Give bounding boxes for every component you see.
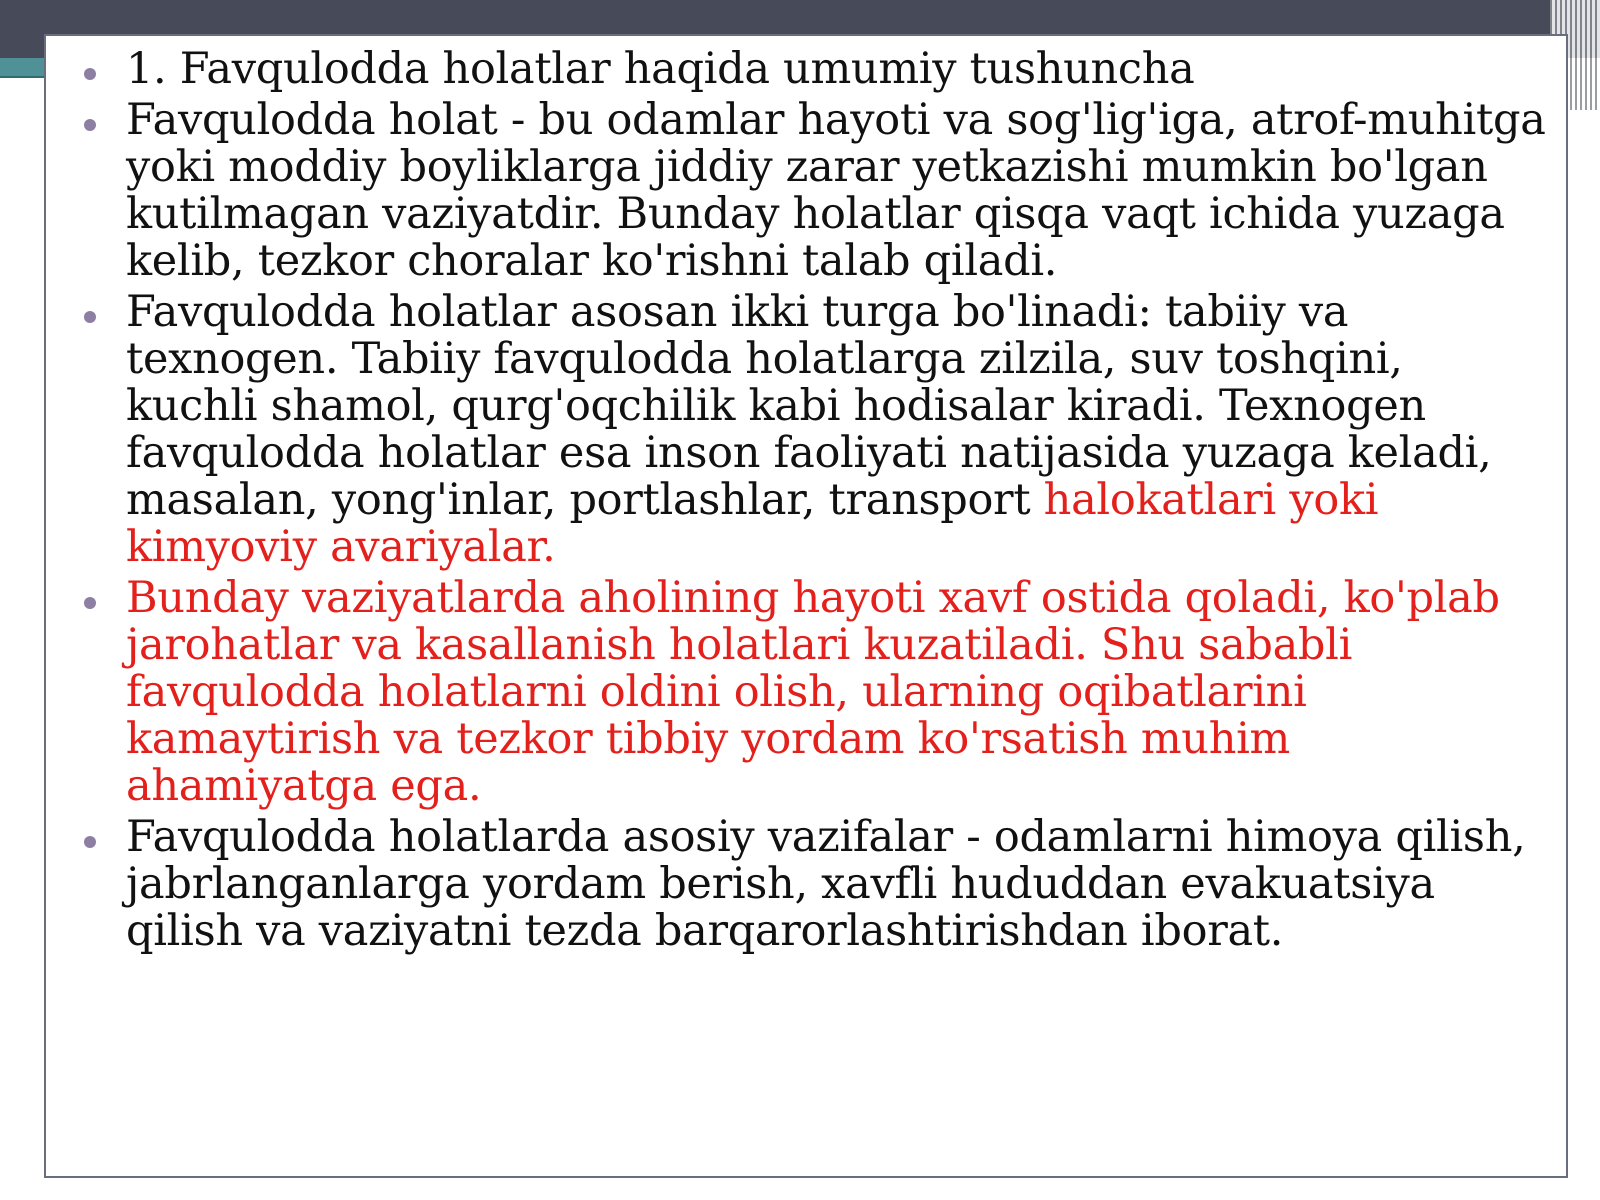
bullet-dot-icon [84,311,96,323]
bullet-item [78,575,1546,810]
bullet-dot-icon [84,68,96,80]
slide-content-box [44,34,1568,1178]
bullet-red-text: halokatlari yoki kimyoviy avariyalar. [126,475,1379,572]
bullet-item [78,46,1546,93]
bullet-text: 1. Favqulodda holatlar haqida umumiy tushuncha [126,44,1195,94]
bullet-item [78,289,1546,571]
bullet-dot-icon [84,597,96,609]
bullet-dot-icon [84,836,96,848]
bullet-text: Favqulodda holatlarda asosiy vazifalar - odamlarni himoya qilish, jabrlanganlarga yordam berish, xavfli hududdan evakuatsiya qilish va vaziyatni tezda barqarorlashtirishdan iborat. [126,812,1526,956]
bullet-item [78,97,1546,285]
bullet-item [78,814,1546,955]
bullet-dot-icon [84,119,96,131]
bullet-text: Favqulodda holat - bu odamlar hayoti va sog'lig'iga, atrof-muhitga yoki moddiy boyliklarga jiddiy zarar yetkazishi mumkin bo'lgan kutilmagan vaziyatdir. Bunday holatlar qisqa vaqt ichida yuzaga kelib, tezkor choralar ko'rishni talab qiladi. [126,95,1546,286]
bullet-red-text: Bunday vaziyatlarda aholining hayoti xavf ostida qoladi, ko'plab jarohatlar va kasallanish holatlari kuzatiladi. Shu sababli favqulodda holatlarni oldini olish, ularning oqibatlarini kamaytirish va tezkor tibbiy yordam ko'rsatish muhim ahamiyatga ega. [126,573,1500,811]
bullet-text: Favqulodda holatlar asosan ikki turga bo'linadi: tabiiy va texnogen. Tabiiy favqulodda holatlarga zilzila, suv toshqini, kuchli shamol, qurg'oqchilik kabi hodisalar kiradi. Texnogen favqulodda holatlar esa inson faoliyati natijasida yuzaga keladi, masalan, yong'inlar, portlashlar, transport [126,287,1492,525]
teal-accent-bar [0,58,46,78]
bullet-list [78,46,1546,959]
